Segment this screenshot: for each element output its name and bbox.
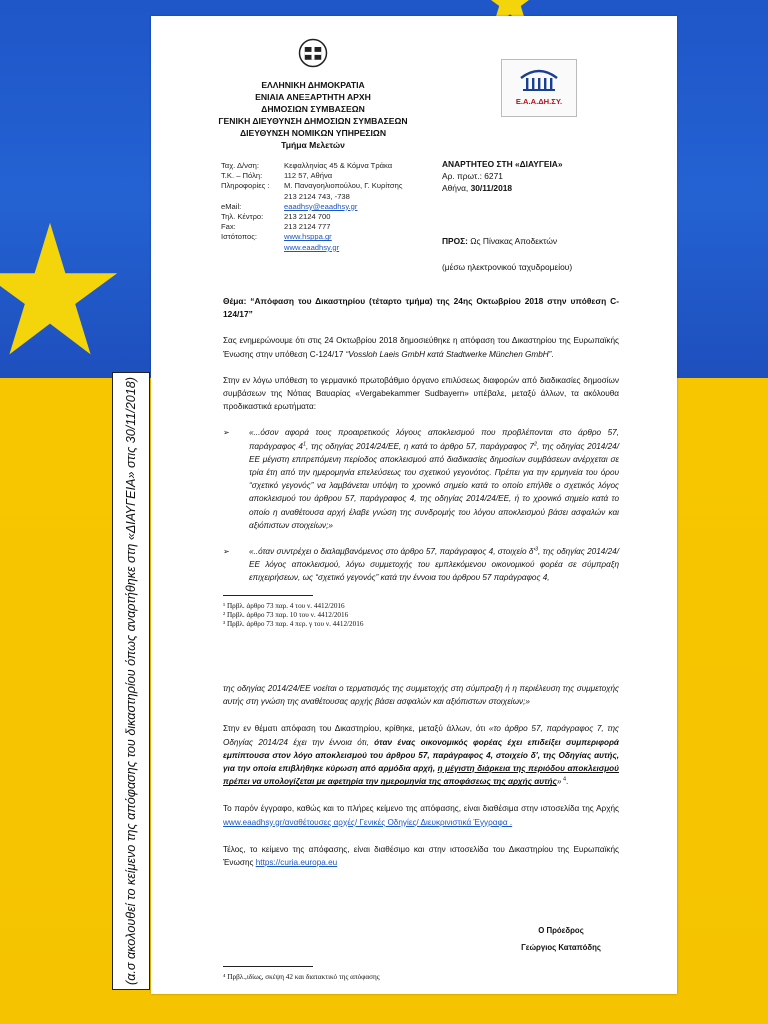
address-label: Ταχ. Δ/νση: xyxy=(221,161,259,170)
info-label: Πληροφορίες : xyxy=(221,181,270,191)
intro-paragraph: Σας ενημερώνουμε ότι στις 24 Οκτωβρίου 2018 δημοσιεύθηκε η απόφαση του Δικαστηρίου της Ευρωπαϊκής Ένωσης στην υπόθεση C-124/17 “Vossloh Laeis GmbH κατά Stadtwerke München GmbH”. xyxy=(223,336,619,359)
header-line: ΔΗΜΟΣΙΩΝ ΣΥΜΒΑΣΕΩΝ xyxy=(261,104,365,114)
side-caption xyxy=(112,372,150,990)
header-line: ΓΕΝΙΚΗ ΔΙΕΥΘΥΝΣΗ ΔΗΜΟΣΙΩΝ ΣΥΜΒΑΣΕΩΝ xyxy=(218,116,408,126)
footnote-4 xyxy=(223,966,380,981)
footnote-divider xyxy=(223,595,313,596)
footnotes xyxy=(223,602,619,630)
document-continuation xyxy=(223,682,619,883)
bullet-arrow-icon: ➢ xyxy=(223,547,230,557)
date-prefix: Αθήνα, xyxy=(442,183,471,193)
footnote: ¹ Πρβλ. άρθρο 73 παρ. 4 του ν. 4412/2016 xyxy=(223,601,345,610)
publication-info xyxy=(442,158,562,194)
website-label: Ιστότοπος: xyxy=(221,232,258,242)
postal-label: Τ.Κ. – Πόλη: xyxy=(221,171,263,181)
delivery-method: (μέσω ηλεκτρονικού ταχυδρομείου) xyxy=(442,262,573,272)
email-label: eMail: xyxy=(221,201,242,211)
availability-paragraph: Το παρόν έγγραφο, καθώς και το πλήρες κείμενο της απόφασης, είναι διαθέσιμα στην ιστοσελίδα της Αρχής www.eaadhsy.gr/αναθέτουσες αρχές/ Γενικές Οδηγίες/ Διευκρινιστικά Έγγραφα . xyxy=(223,804,619,827)
signature-block xyxy=(511,922,611,956)
postal-value: 112 57, Αθήνα xyxy=(284,171,333,181)
website-link-eaadhsy[interactable]: www.eaadhsy.gr xyxy=(284,242,340,252)
to-value: Ως Πίνακας Αποδεκτών xyxy=(467,236,558,246)
question-2-end: της οδηγίας 2014/24/ΕΕ νοείται ο τερματισμός της συμμετοχής στη σύμπραξη ή η περιέλευση της συμμετοχής αυτής στη γνώση της αναθέτουσας αρχής βάσει ασφαλών και αξιόπιστων στοιχείων;» xyxy=(223,684,619,707)
signatory-name: Γεώργιος Καταπόδης xyxy=(521,943,601,952)
ruling-paragraph: Στην εν θέματι απόφαση του Δικαστηρίου, κρίθηκε, μεταξύ άλλων, ότι «το άρθρο 57, παράγραφος 7, της Οδηγίας 2014/24 έχει την έννοια ότι, όταν ένας οικονομικός φορέας έχει επιδείξει συμπεριφορά εμπίπτουσα στον λόγο αποκλεισμού του άρθρου 57, παράγραφος 4, στοιχείο δ', της Οδηγίας αυτής, για την οποία επιβλήθηκε κύρωση από αρμόδια αρχή, η μέγιστη διάρκεια της περιόδου αποκλεισμού πρέπει να υπολογίζεται με αφετηρία την ημερομηνία της αποφάσεως της αρχής αυτής» $^4$. xyxy=(223,724,619,787)
side-caption-text: (α.σ ακολουθεί το κείμενο της απόφασης του δικαστηρίου όπως αναρτήθηκε στη «ΔΙΑΥΓΕΙΑ» στις 30/11/2018) xyxy=(124,377,138,985)
footnote: ² Πρβλ. άρθρο 73 παρ. 10 του ν. 4412/2016 xyxy=(223,611,349,620)
publish-title: ΑΝΑΡΤΗΤΕΟ ΣΤΗ «ΔΙΑΥΓΕΙΑ» xyxy=(442,159,563,169)
logo-text: Ε.Α.Α.ΔΗ.ΣΥ. xyxy=(515,97,563,106)
header-line: ΔΙΕΥΘΥΝΣΗ ΝΟΜΙΚΩΝ ΥΠΗΡΕΣΙΩΝ xyxy=(239,128,387,138)
fax-label: Fax: xyxy=(221,222,236,232)
question-2: ➢ «..όταν συντρέχει ο διαλαμβανόμενος στο άρθρο 57, παράγραφος 4, στοιχείο $\delta'^3$, της οδηγίας 2014/24/ΕΕ λόγος αποκλεισμού, λόγω συμμετοχής του εμπλεκόμενου οικονομικού φορέα σε σύμπραξη επιχειρήσεων, ως “σχετικό γεγονός” κατά την έννοια του άρθρου 57 παράγραφος 4, xyxy=(223,545,619,585)
greek-emblem-icon xyxy=(298,38,328,68)
signatory-title: Ο Πρόεδρος xyxy=(538,926,584,935)
document-date: 30/11/2018 xyxy=(470,183,513,193)
footnote: ⁴ Πρβλ.,ιδίως, σκέψη 42 και διατακτικό της απόφασης xyxy=(223,973,380,981)
header-line: ΕΝΙΑΙΑ ΑΝΕΞΑΡΤΗΤΗ ΑΡΧΗ xyxy=(255,92,371,102)
email-link[interactable]: eaadhsy@eaadhsy.gr xyxy=(284,201,358,211)
address-value: Κεφαλληνίας 45 & Κόμνα Τράκα xyxy=(284,161,393,170)
subject-line: Θέμα: “Απόφαση του Δικαστηρίου (τέταρτο τμήμα) της 24ης Οκτωβρίου 2018 στην υπόθεση C-124/17” xyxy=(223,296,619,320)
to-label: ΠΡΟΣ: xyxy=(442,236,468,246)
authority-logo xyxy=(501,59,577,117)
header-line: ΕΛΛΗΝΙΚΗ ΔΗΜΟΚΡΑΤΙΑ xyxy=(261,80,365,90)
info-phone: 213 2124 743, -738 xyxy=(284,191,350,201)
phone-label: Τηλ. Κέντρο: xyxy=(221,212,264,222)
phone-value: 213 2124 700 xyxy=(284,212,331,222)
contact-details xyxy=(221,161,403,253)
bullet-arrow-icon: ➢ xyxy=(223,428,230,438)
recipients xyxy=(442,235,572,273)
fax-value: 213 2124 777 xyxy=(284,222,331,232)
building-logo-icon xyxy=(519,66,559,92)
footnote: ³ Πρβλ. άρθρο 73 παρ. 4 περ. γ του ν. 4412/2016 xyxy=(223,620,364,629)
document-body xyxy=(223,295,619,630)
letterhead xyxy=(203,38,423,151)
curia-link[interactable]: https://curia.europa.eu xyxy=(255,858,338,868)
case-name: “Vossloh Laeis GmbH κατά Stadtwerke München GmbH” xyxy=(345,349,552,359)
eaadhsy-guidance-link[interactable]: www.eaadhsy.gr/αναθέτουσες αρχές/ Γενικές Οδηγίες/ Διευκρινιστικά Έγγραφα . xyxy=(223,817,513,827)
department-name: Τμήμα Μελετών xyxy=(281,140,345,150)
question-1: ➢ «...όσον αφορά τους προαιρετικούς λόγους αποκλεισμού που προβλέπονται στο άρθρο 57, παράγραφος $4^1$, της οδηγίας 2014/24/ΕΕ, η κατά το άρθρο 57, παράγραφος $7^2$, της οδηγίας 2014/24/ΕΕ μέγιστη επιτρεπόμενη περίοδος αποκλεισμού από διαδικασίες δημοσίων συμβάσεων ανέρχεται σε τρία έτη από την ημερομηνία επελεύσεως του σχετικού γεγονότος. Πρέπει για την ερμηνεία του όρου “σχετικό γεγονός” να λαμβάνεται υπόψη το χρονικό σημείο κατά το οποίο επήλθε ο σχετικός λόγος αποκλεισμού του άρθρου 57, παράγραφος 4, της οδηγίας 2014/24/ΕΕ, ή το χρονικό σημείο κατά το οποίο η αναθέτουσα αρχή έλαβε γνώση της συνδρομής του λόγου αποκλεισμού βάσει ασφαλών και αξιόπιστων στοιχείων;» xyxy=(223,426,619,532)
final-paragraph: Τέλος, το κείμενο της απόφασης, είναι διαθέσιμο και στην ιστοσελίδα του Δικαστηρίου της Ευρωπαϊκής Ένωσης https://curia.europa.eu xyxy=(223,844,619,868)
footnote-divider xyxy=(223,966,313,967)
protocol-number: Αρ. πρωτ.: 6271 xyxy=(442,171,503,181)
background-star-left xyxy=(0,220,120,360)
context-paragraph: Στην εν λόγω υπόθεση το γερμανικό πρωτοβάθμιο όργανο επιλύσεως διαφορών από διαδικασίες δημοσίων συμβάσεων της Νότιας Βαυαρίας «Vergabekammer Sudbayern» υπέβαλε, μεταξύ άλλων, τα ακόλουθα προδικαστικά ερωτήματα: xyxy=(223,375,619,412)
info-value: Μ. Παναγοηλιοπούλου, Γ. Κυρίτσης xyxy=(284,181,403,191)
website-link-hsppa[interactable]: www.hsppa.gr xyxy=(284,232,332,242)
document-page xyxy=(151,16,677,994)
